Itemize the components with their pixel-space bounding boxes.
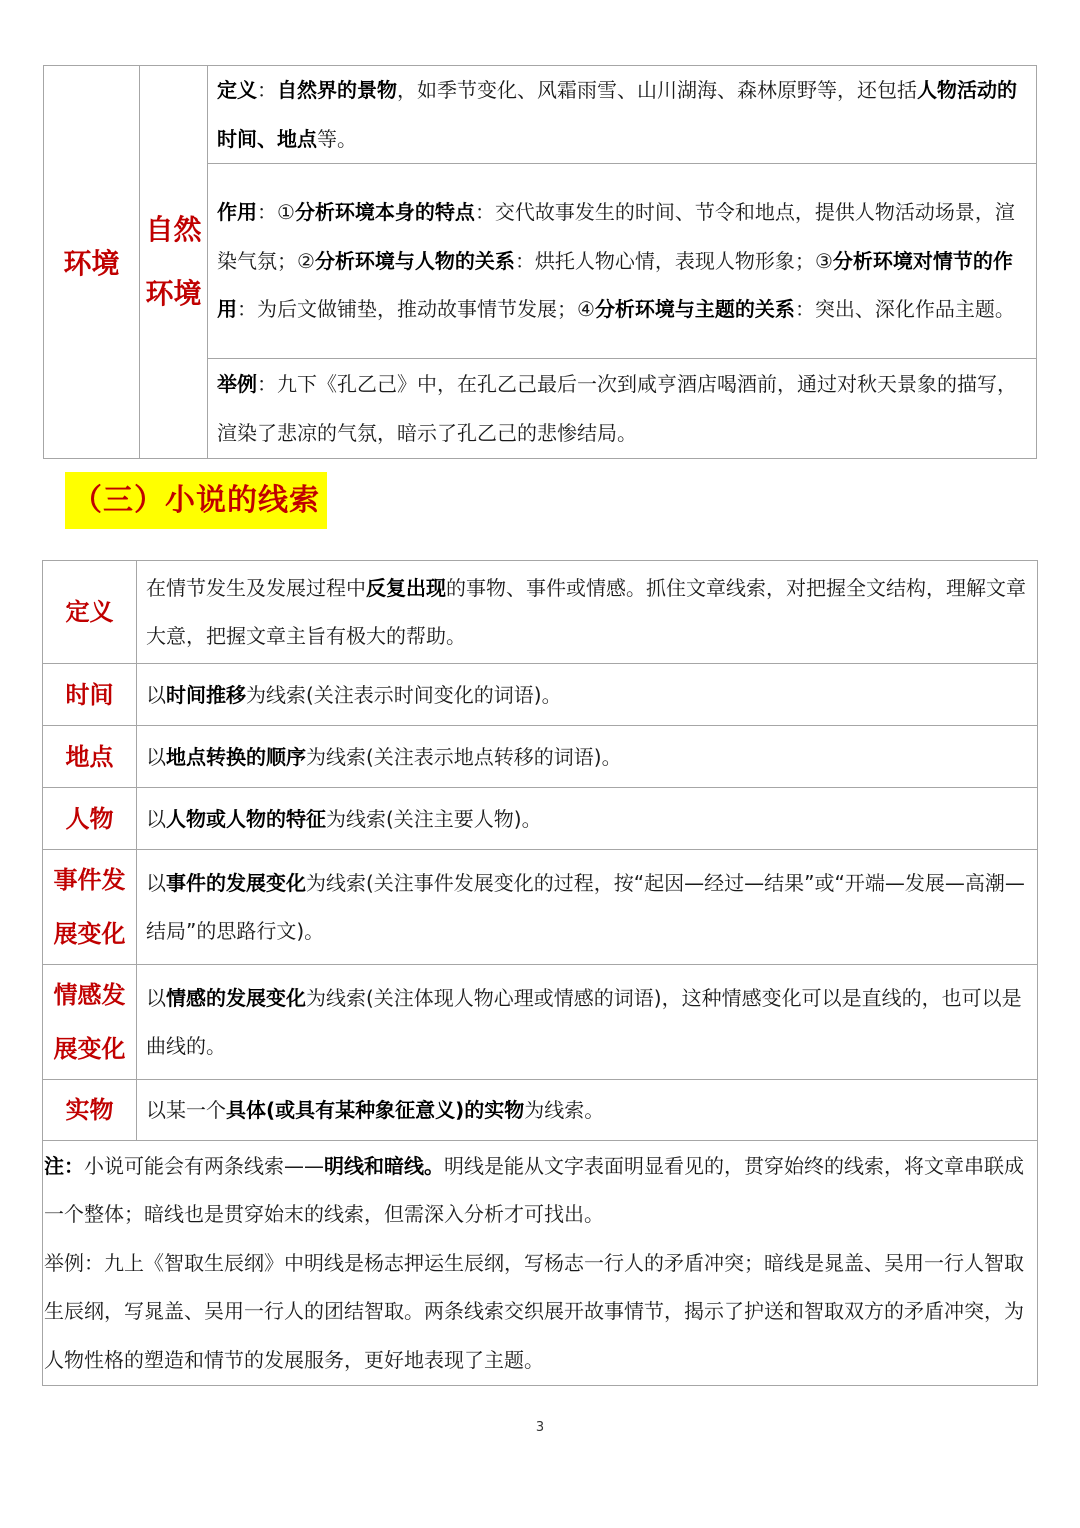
bold-text: 明线和暗线。 (324, 1153, 444, 1178)
bold-text: 人物或人物的特征 (166, 806, 326, 831)
table-row (43, 788, 1038, 850)
text: ：突出、深化作品主题。 (794, 297, 1015, 322)
colon: ： (257, 200, 277, 225)
colon: ： (257, 78, 277, 102)
text: 为线索(关注表示地点转移的词语)。 (306, 744, 622, 769)
circled-number: ② (297, 248, 315, 273)
table-row (43, 965, 1038, 1080)
bold-text: 情感的发展变化 (166, 986, 306, 1010)
table-row (43, 1141, 1038, 1386)
text: ：为后文做铺垫，推动故事情节发展； (237, 297, 577, 322)
text: 小说可能会有两条线索—— (84, 1153, 324, 1178)
table-row (43, 664, 1038, 726)
section-heading: （三）小说的线索 (65, 472, 327, 529)
env-example-label: 举例 (217, 372, 257, 396)
clue-emotion-cell (137, 965, 1038, 1080)
env-function-label: 作用 (217, 200, 257, 225)
clue-time-cell (137, 664, 1038, 726)
clue-label-definition: 定义 (43, 561, 137, 664)
text: ：交代故事发生的时间、节令和地点，提供人物活动场景，渲染气氛； (217, 200, 1015, 273)
env-definition-cell (208, 66, 1037, 164)
text: 以 (146, 744, 166, 769)
subcategory-natural-environment (140, 66, 208, 459)
circled-number: ① (277, 200, 295, 225)
text: 以 (146, 806, 166, 831)
circled-number: ③ (814, 248, 833, 273)
text: 在情节发生及发展过程中 (146, 576, 366, 600)
table-row (43, 1080, 1038, 1141)
text: 明线是能从文字表面明显看见的，贯穿始终的线索，将文章串联成一个整体；暗线也是贯穿始末的线索，但需深入分析才可找出。 (44, 1153, 1024, 1227)
bold-text: 分析环境本身的特点 (294, 200, 475, 225)
env-example-cell (208, 359, 1037, 459)
text: ，如季节变化、风霜雨雪、山川湖海、森林原野等，还包括 (397, 78, 917, 102)
environment-table (43, 65, 1037, 459)
text: 为线索(关注体现人物心理或情感的词语)，这种情感变化可以是直线的，也可以是曲线的。 (146, 986, 1022, 1058)
note-example: 举例：九上《智取生辰纲》中明线是杨志押运生辰纲，写杨志一行人的矛盾冲突；暗线是晁盖、吴用一行人智取生辰纲，写晁盖、吴用一行人的团结智取。两条线索交织展开故事情节，揭示了护送和智取双方的矛盾冲突，为人物性格的塑造和情节的发展服务，更好地表现了主题。 (44, 1250, 1024, 1372)
text: ：烘托人物心情，表现人物形象； (514, 248, 815, 273)
circled-number: ④ (577, 297, 595, 322)
clue-label-object: 实物 (43, 1080, 137, 1141)
text: 为线索。 (524, 1098, 605, 1122)
note-label: 注： (44, 1153, 84, 1178)
text: 以某一个 (146, 1098, 226, 1122)
subcategory-line2: 环境 (145, 277, 202, 310)
bold-text: 人物活动的时间、地点 (217, 78, 1017, 151)
clue-event-cell (137, 850, 1038, 965)
label-line1: 情感发 (53, 981, 126, 1009)
text: 以 (146, 682, 166, 707)
bold-text: 具体(或具有某种象征意义)的实物 (226, 1098, 525, 1122)
text: 为线索(关注事件发展变化的过程，按“起因—经过—结果”或“开端—发展—高潮—结局”的思路行文)。 (146, 871, 1025, 943)
bold-text: 分析环境对情节的作用 (217, 248, 1013, 322)
text: 以 (146, 986, 166, 1010)
label-line2: 展变化 (53, 920, 126, 948)
text: 的事物、事件或情感。抓住文章线索，对把握全文结构，理解文章大意，把握文章主旨有极大的帮助。 (146, 576, 1026, 648)
clue-person-cell (137, 788, 1038, 850)
subcategory-line1: 自然 (145, 213, 202, 246)
text: 为线索(关注表示时间变化的词语)。 (246, 682, 562, 707)
bold-text: 时间推移 (166, 682, 246, 707)
table-row (43, 726, 1038, 788)
bold-text: 事件的发展变化 (166, 871, 306, 895)
table-row (43, 561, 1038, 664)
text: 九下《孔乙己》中，在孔乙己最后一次到咸亨酒店喝酒前，通过对秋天景象的描写，渲染了悲凉的气氛，暗示了孔乙己的悲惨结局。 (217, 372, 1017, 445)
clue-label-person: 人物 (43, 788, 137, 850)
clue-label-emotion (43, 965, 137, 1080)
colon: ： (257, 372, 277, 396)
text: 等。 (317, 126, 357, 151)
clue-definition-cell (137, 561, 1038, 664)
clue-label-place: 地点 (43, 726, 137, 788)
text: 为线索(关注主要人物)。 (326, 806, 542, 831)
category-environment: 环境 (44, 66, 140, 459)
label-line1: 事件发 (53, 866, 126, 894)
bold-text: 分析环境与主题的关系 (594, 297, 795, 322)
env-function-cell (208, 164, 1037, 359)
clue-label-event (43, 850, 137, 965)
table-row (43, 850, 1038, 965)
clue-label-time: 时间 (43, 664, 137, 726)
page-number: 3 (535, 1420, 545, 1435)
label-line2: 展变化 (53, 1035, 126, 1063)
bold-text: 自然界的景物 (277, 78, 397, 102)
bold-text: 地点转换的顺序 (166, 744, 306, 769)
env-definition-label: 定义 (217, 78, 257, 102)
text: 以 (146, 871, 166, 895)
clue-table (42, 560, 1038, 1386)
clue-object-cell (137, 1080, 1038, 1141)
clue-note-cell (43, 1141, 1038, 1386)
clue-place-cell (137, 726, 1038, 788)
bold-text: 反复出现 (366, 576, 446, 600)
bold-text: 分析环境与人物的关系 (314, 248, 515, 273)
